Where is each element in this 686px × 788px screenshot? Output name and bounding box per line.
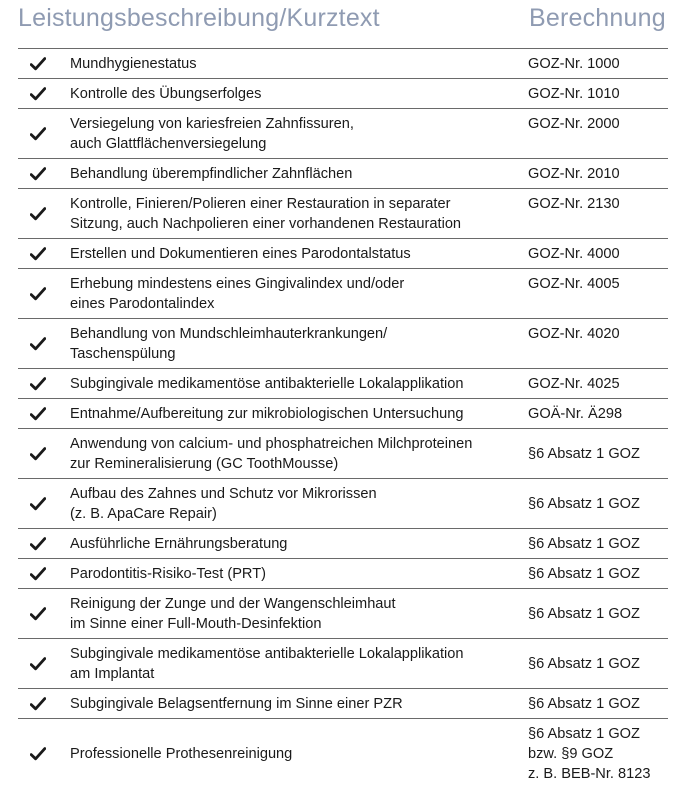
check-icon (18, 479, 70, 528)
table-row (18, 189, 668, 239)
row-calculation (528, 639, 668, 688)
row-description-line: Reinigung der Zunge und der Wangenschleimhaut (70, 596, 396, 612)
row-calculation-line: §6 Absatz 1 GOZ (528, 726, 640, 742)
row-description (70, 369, 528, 398)
check-icon (18, 319, 70, 368)
row-calculation-line: §6 Absatz 1 GOZ (528, 496, 640, 512)
row-calculation (528, 319, 668, 368)
row-description (70, 719, 528, 788)
table-row (18, 269, 668, 319)
row-description-line: Parodontitis-Risiko-Test (PRT) (70, 566, 266, 582)
row-calculation-line: GOZ-Nr. 4005 (528, 276, 620, 292)
row-calculation-line: §6 Absatz 1 GOZ (528, 536, 640, 552)
table-row (18, 559, 668, 589)
row-calculation (528, 689, 668, 718)
row-description-line: (z. B. ApaCare Repair) (70, 506, 217, 522)
row-calculation (528, 399, 668, 428)
row-description (70, 559, 528, 588)
column-header-calculation: Berechnung (529, 4, 666, 32)
column-header-description: Leistungsbeschreibung/Kurztext (18, 4, 380, 32)
row-calculation-line: GOZ-Nr. 4000 (528, 246, 620, 262)
table-row (18, 79, 668, 109)
check-icon (18, 639, 70, 688)
check-icon (18, 429, 70, 478)
row-calculation-line: §6 Absatz 1 GOZ (528, 656, 640, 672)
table-row (18, 109, 668, 159)
table-row (18, 589, 668, 639)
table-header (0, 0, 686, 44)
table-row (18, 239, 668, 269)
row-calculation (528, 589, 668, 638)
table-row (18, 429, 668, 479)
services-table (18, 48, 668, 788)
row-calculation-line: GOZ-Nr. 2010 (528, 166, 620, 182)
check-icon (18, 109, 70, 158)
row-calculation (528, 269, 668, 318)
table-row (18, 399, 668, 429)
row-description-line: Entnahme/Aufbereitung zur mikrobiologischen Untersuchung (70, 406, 464, 422)
row-calculation (528, 189, 668, 238)
row-description-line: zur Remineralisierung (GC ToothMousse) (70, 456, 339, 472)
table-row (18, 719, 668, 788)
row-calculation-line: §6 Absatz 1 GOZ (528, 446, 640, 462)
check-icon (18, 239, 70, 268)
check-icon (18, 529, 70, 558)
row-calculation (528, 109, 668, 158)
check-icon (18, 399, 70, 428)
row-description-line: Sitzung, auch Nachpolieren einer vorhandenen Restauration (70, 216, 462, 232)
row-description-line: Subgingivale medikamentöse antibakterielle Lokalapplikation (70, 376, 464, 392)
row-calculation-line: GOZ-Nr. 4020 (528, 326, 620, 342)
row-description-line: Subgingivale Belagsentfernung im Sinne einer PZR (70, 696, 403, 712)
row-description (70, 189, 528, 238)
row-description-line: Erhebung mindestens eines Gingivalindex und/oder (70, 276, 405, 292)
row-description-line: eines Parodontalindex (70, 296, 215, 312)
row-description-line: Kontrolle, Finieren/Polieren einer Restauration in separater (70, 196, 451, 212)
row-description (70, 239, 528, 268)
row-description-line: Aufbau des Zahnes und Schutz vor Mikrorissen (70, 486, 377, 502)
row-description-line: auch Glattflächenversiegelung (70, 136, 267, 152)
row-calculation-line: §6 Absatz 1 GOZ (528, 566, 640, 582)
row-calculation-line: GOÄ-Nr. Ä298 (528, 406, 623, 422)
table-row (18, 159, 668, 189)
row-calculation (528, 239, 668, 268)
row-calculation-line: §6 Absatz 1 GOZ (528, 696, 640, 712)
row-description (70, 639, 528, 688)
row-calculation-line: GOZ-Nr. 1000 (528, 56, 620, 72)
table-row (18, 689, 668, 719)
row-description (70, 109, 528, 158)
row-calculation-line: GOZ-Nr. 4025 (528, 376, 620, 392)
row-calculation (528, 49, 668, 78)
row-description-line: Taschenspülung (70, 346, 176, 362)
row-description-line: Versiegelung von kariesfreien Zahnfissuren, (70, 116, 354, 132)
row-description (70, 589, 528, 638)
row-description (70, 399, 528, 428)
row-calculation (528, 79, 668, 108)
check-icon (18, 269, 70, 318)
row-calculation-line: §6 Absatz 1 GOZ (528, 606, 640, 622)
row-description (70, 429, 528, 478)
table-row (18, 319, 668, 369)
row-calculation (528, 719, 668, 788)
row-calculation-line: GOZ-Nr. 2130 (528, 196, 620, 212)
row-description-line: Behandlung überempfindlicher Zahnflächen (70, 166, 353, 182)
row-description-line: Mundhygienestatus (70, 56, 197, 72)
row-description (70, 479, 528, 528)
check-icon (18, 719, 70, 788)
row-calculation (528, 159, 668, 188)
check-icon (18, 369, 70, 398)
row-description-line: Professionelle Prothesenreinigung (70, 746, 293, 762)
row-description (70, 159, 528, 188)
row-description (70, 49, 528, 78)
row-calculation-line: z. B. BEB-Nr. 8123 (528, 766, 651, 782)
row-description-line: Kontrolle des Übungserfolges (70, 86, 262, 102)
row-description (70, 269, 528, 318)
row-description (70, 529, 528, 558)
row-description-line: im Sinne einer Full-Mouth-Desinfektion (70, 616, 322, 632)
row-calculation (528, 479, 668, 528)
table-row (18, 639, 668, 689)
row-calculation (528, 369, 668, 398)
row-description-line: am Implantat (70, 666, 155, 682)
row-calculation-line: bzw. §9 GOZ (528, 746, 614, 762)
check-icon (18, 79, 70, 108)
row-description (70, 689, 528, 718)
row-description-line: Behandlung von Mundschleimhauterkrankungen/ (70, 326, 388, 342)
table-row (18, 529, 668, 559)
row-description-line: Subgingivale medikamentöse antibakterielle Lokalapplikation (70, 646, 464, 662)
row-description (70, 319, 528, 368)
table-row (18, 479, 668, 529)
check-icon (18, 689, 70, 718)
table-row (18, 49, 668, 79)
row-description-line: Erstellen und Dokumentieren eines Parodontalstatus (70, 246, 411, 262)
row-description-line: Anwendung von calcium- und phosphatreichen Milchproteinen (70, 436, 473, 452)
row-calculation (528, 529, 668, 558)
check-icon (18, 159, 70, 188)
check-icon (18, 589, 70, 638)
check-icon (18, 189, 70, 238)
row-description-line: Ausführliche Ernährungsberatung (70, 536, 288, 552)
row-calculation-line: GOZ-Nr. 1010 (528, 86, 620, 102)
row-calculation (528, 559, 668, 588)
row-calculation (528, 429, 668, 478)
table-row (18, 369, 668, 399)
row-calculation-line: GOZ-Nr. 2000 (528, 116, 620, 132)
check-icon (18, 559, 70, 588)
check-icon (18, 49, 70, 78)
row-description (70, 79, 528, 108)
